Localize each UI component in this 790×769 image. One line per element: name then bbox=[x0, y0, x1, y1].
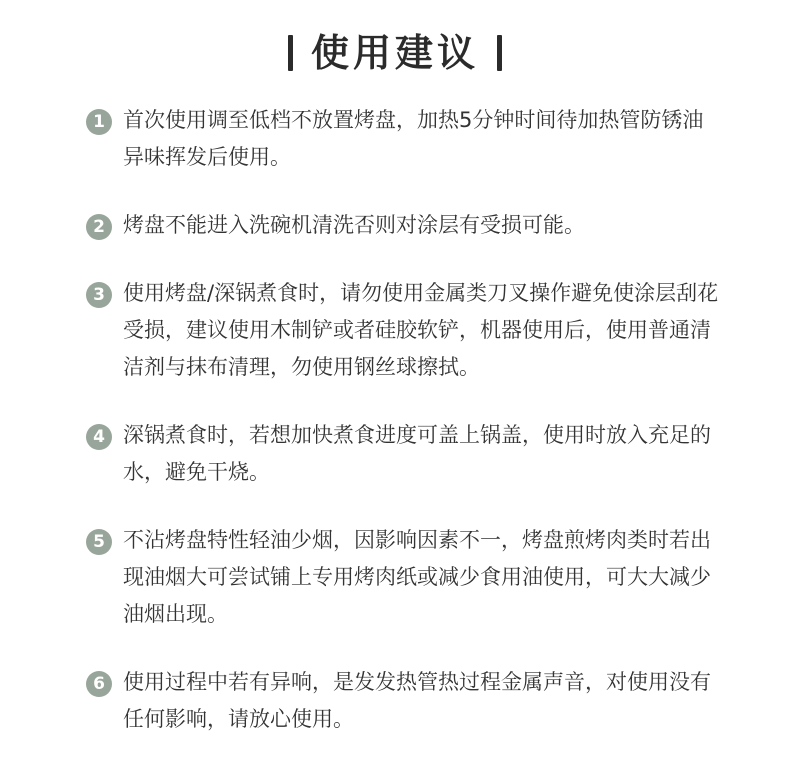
usage-tips-list bbox=[86, 102, 736, 769]
title-right-bar bbox=[497, 35, 502, 71]
number-badge: 4 bbox=[86, 424, 112, 450]
list-item-text: 使用烤盘/深锅煮食时，请勿使用金属类刀叉操作避免使涂层刮花受损，建议使用木制铲或者硅胶软铲，机器使用后，使用普通清洁剂与抹布清理，勿使用钢丝球擦拭。 bbox=[123, 281, 719, 379]
list-item-text: 使用过程中若有异响，是发发热管热过程金属声音，对使用没有任何影响，请放心使用。 bbox=[123, 670, 711, 731]
title-left-bar bbox=[288, 35, 293, 71]
number-badge: 1 bbox=[86, 109, 112, 135]
list-item bbox=[86, 275, 736, 386]
number-badge: 3 bbox=[86, 282, 112, 308]
number-badge: 6 bbox=[86, 671, 112, 697]
list-item-text: 不沾烤盘特性轻油少烟，因影响因素不一，烤盘煎烤肉类时若出现油烟大可尝试铺上专用烤肉纸或减少食用油使用，可大大减少油烟出现。 bbox=[123, 528, 711, 626]
list-item bbox=[86, 102, 736, 176]
title-row bbox=[0, 28, 790, 78]
list-item bbox=[86, 522, 736, 633]
list-item bbox=[86, 207, 736, 244]
page-title: 使用建议 bbox=[310, 31, 479, 75]
list-item bbox=[86, 417, 736, 491]
list-item-text: 首次使用调至低档不放置烤盘，加热5分钟时间待加热管防锈油异味挥发后使用。 bbox=[123, 108, 704, 169]
number-badge: 2 bbox=[86, 214, 112, 240]
list-item bbox=[86, 664, 736, 738]
list-item-text: 烤盘不能进入洗碗机清洗否则对涂层有受损可能。 bbox=[123, 213, 585, 237]
list-item-text: 深锅煮食时，若想加快煮食进度可盖上锅盖，使用时放入充足的水，避免干烧。 bbox=[123, 423, 711, 484]
number-badge: 5 bbox=[86, 529, 112, 555]
